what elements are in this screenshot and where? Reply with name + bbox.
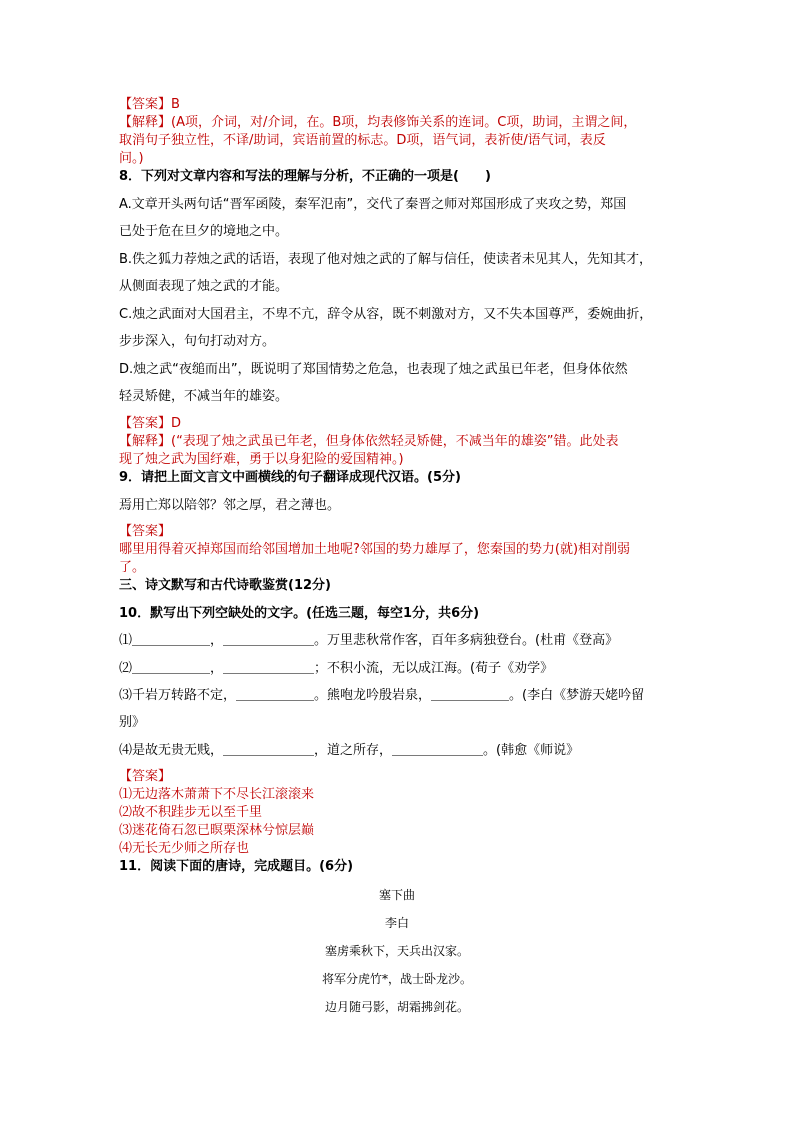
q10-line: ⑷是故无贵无贱，＿＿＿＿＿＿＿，道之所存，＿＿＿＿＿＿＿。(韩愈《师说》 (119, 743, 580, 758)
q8-option-b-line1: B.佚之狐力荐烛之武的话语，表现了他对烛之武的了解与信任，使读者未见其人，先知其才， (119, 252, 653, 267)
q10-line: ⑴＿＿＿＿＿＿，＿＿＿＿＿＿＿。万里悲秋常作客，百年多病独登台。(杜甫《登高》 (119, 633, 619, 648)
section-heading: 三、诗文默写和古代诗歌鉴赏(12分) (119, 578, 331, 593)
answer-label: 【答案】 (119, 769, 172, 784)
q10-answer: ⑷无长无少师之所存也 (119, 841, 250, 856)
q11-stem: 11．阅读下面的唐诗，完成题目。(6分) (119, 859, 354, 874)
q8-option-c-line1: C.烛之武面对大国君主，不卑不亢，辞令从容，既不刺激对方，又不失本国尊严，委婉曲折， (119, 307, 653, 322)
q7-explain-line: 取消句子独立性，不译/助词，宾语前置的标志。D项，语气词，表祈使/语气词，表反 (119, 133, 606, 148)
q10-answer: ⑴无边落木萧萧下不尽长江滚滚来 (119, 787, 315, 802)
poem-author: 李白 (384, 916, 409, 930)
poem-line: 将军分虎竹*，战士卧龙沙。 (321, 972, 472, 986)
q10-line: 别》 (119, 715, 146, 730)
q9-sentence: 焉用亡郑以陪邻？邻之厚，君之薄也。 (119, 498, 341, 513)
q7-answer: B (171, 97, 180, 112)
q8-option-a-line1: A.文章开头两句话“晋军函陵，秦军氾南”，交代了秦晋之师对郑国形成了夹攻之势，郑国 (119, 197, 627, 212)
answer-label: 【答案】D (119, 416, 182, 431)
q8-stem: 8．下列对文章内容和写法的理解与分析，不正确的一项是( ) (119, 169, 491, 184)
answer-label: 【答案】 (119, 524, 172, 539)
q8-option-d-line1: D.烛之武“夜缒而出”，既说明了郑国情势之危急，也表现了烛之武虽已年老，但身体依然 (119, 362, 628, 377)
q10-stem: 10．默写出下列空缺处的文字。(任选三题，每空1分，共6分) (119, 606, 480, 621)
q8-option-b-line2: 从侧面表现了烛之武的才能。 (119, 279, 289, 294)
poem-line: 塞虏乘秋下，天兵出汉家。 (324, 944, 469, 958)
answer-label: 【答案】B (119, 97, 180, 112)
q9-stem: 9．请把上面文言文中画横线的句子翻译成现代汉语。(5分) (119, 470, 461, 485)
q9-answer-line: 哪里用得着灭掉郑国而给邻国增加土地呢?邻国的势力雄厚了，您秦国的势力(就)相对削弱 (119, 542, 631, 557)
poem-title: 塞下曲 (378, 888, 415, 902)
q8-option-c-line2: 步步深入，句句打动对方。 (119, 334, 276, 349)
q10-line: ⑶千岩万转路不定，＿＿＿＿＿＿。熊咆龙吟殷岩泉，＿＿＿＿＿＿。(李白《梦游天姥吟留 (119, 688, 645, 703)
q9-answer-line: 了。 (119, 560, 146, 575)
q8-explain-line: 【解释】(“表现了烛之武虽已年老，但身体依然轻灵矫健，不减当年的雄姿”错。此处表 (119, 434, 619, 449)
q10-answer: ⑵故不积跬步无以至千里 (119, 805, 263, 820)
q10-answer: ⑶迷花倚石忽已暝栗深林兮惊层巅 (119, 823, 315, 838)
q8-option-d-line2: 轻灵矫健，不减当年的雄姿。 (119, 389, 289, 404)
poem-line: 边月随弓影，胡霜拂剑花。 (324, 1000, 469, 1014)
q8-option-a-line2: 已处于危在旦夕的境地之中。 (119, 224, 289, 239)
q8-explain-line: 现了烛之武为国纾难，勇于以身犯险的爱国精神。) (119, 452, 404, 467)
q7-explain-line: 问。) (119, 151, 144, 166)
q10-line: ⑵＿＿＿＿＿＿，＿＿＿＿＿＿＿；不积小流，无以成江海。(荀子《劝学》 (119, 661, 554, 676)
q8-answer: D (171, 416, 182, 431)
q7-explain-line: 【解释】(A项，介词，对/介词，在。B项，均表修饰关系的连词。C项，助词，主谓之间， (119, 115, 637, 130)
